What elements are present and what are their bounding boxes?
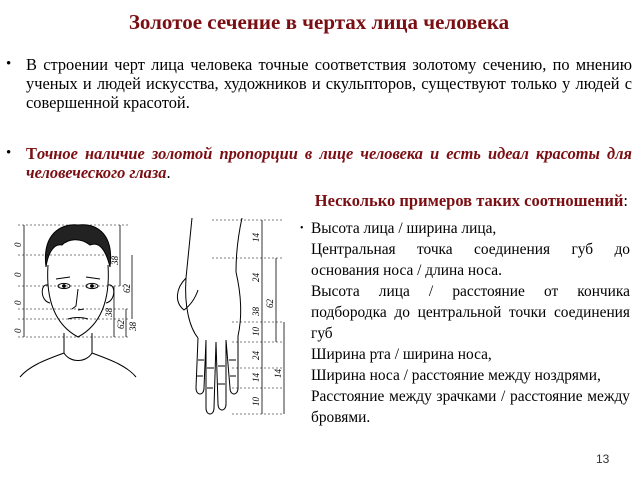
bullet-2-text bbox=[26, 144, 632, 182]
hand-label-1: 14 bbox=[251, 233, 261, 242]
hand-label-5: 10 bbox=[251, 327, 261, 336]
list-item bbox=[296, 344, 630, 365]
face-label-right-1: 38 bbox=[110, 256, 120, 265]
list-item-text: Расстояние между зрачками / расстояние между бровями. bbox=[311, 388, 630, 426]
list-item-text: Высота лица / ширина лица, bbox=[311, 220, 497, 237]
hand-label-4: 62 bbox=[265, 299, 275, 308]
face-proportion-illustration bbox=[8, 205, 148, 460]
list-item bbox=[296, 365, 630, 386]
page-number: 13 bbox=[596, 452, 610, 466]
hand-label-2: 24 bbox=[251, 273, 261, 282]
bullet-dot: • bbox=[6, 56, 12, 72]
list-item bbox=[296, 239, 630, 281]
bullet-2-end: . bbox=[166, 163, 171, 182]
face-label-right-5: 38 bbox=[128, 322, 138, 331]
bullet-dot: • bbox=[6, 145, 12, 161]
face-label-left-4: 0 bbox=[13, 328, 23, 333]
bullet-2-first-letter: Т bbox=[26, 144, 37, 163]
list-item-text: Ширина носа / расстояние между ноздрями, bbox=[311, 367, 601, 384]
list-item-text: Высота лица / расстояние от кончика подбородка до центральной точки соединения губ bbox=[311, 283, 630, 342]
examples-subtitle-text: Несколько примеров таких соотношений bbox=[314, 191, 624, 210]
face-label-left-1: 0 bbox=[13, 242, 23, 247]
hand-label-7: 14 bbox=[251, 373, 261, 382]
face-label-right-3: 38 bbox=[104, 308, 114, 317]
examples-subtitle-colon: : bbox=[623, 191, 628, 210]
slide-title: Золотое сечение в чертах лица человека bbox=[128, 10, 510, 34]
list-item-text: Ширина рта / ширина носа, bbox=[311, 346, 492, 363]
list-item bbox=[296, 281, 630, 344]
hand-label-3: 38 bbox=[251, 307, 261, 316]
bullet-1 bbox=[6, 55, 632, 112]
bullet-1-text: В строении черт лица человека точные соответствия золотому сечению, по мнению ученых и людей искусства, художников и скульпторов, существуют только у людей с совершенной красотой. bbox=[26, 55, 632, 112]
face-label-left-3: 0 bbox=[13, 300, 23, 305]
hand-label-9: 14 bbox=[273, 369, 283, 378]
face-label-right-4: 62 bbox=[116, 320, 126, 329]
list-item-text: Центральная точка соединения губ до основания носа / длина носа. bbox=[311, 241, 630, 279]
list-marker: • bbox=[300, 223, 304, 234]
examples-subtitle bbox=[315, 191, 628, 211]
hand-label-8: 10 bbox=[251, 397, 261, 406]
bullet-2-body: очное наличие золотой пропорции в лице человека и есть идеал красоты для человеческого глаза bbox=[26, 144, 632, 182]
face-label-left-2: 0 bbox=[13, 272, 23, 277]
examples-list bbox=[296, 218, 630, 428]
list-item bbox=[296, 218, 630, 239]
bullet-2 bbox=[6, 144, 632, 182]
face-label-right-2: 62 bbox=[122, 284, 132, 293]
hand-label-6: 24 bbox=[251, 351, 261, 360]
hand-proportion-illustration bbox=[172, 218, 300, 443]
list-item bbox=[296, 386, 630, 428]
